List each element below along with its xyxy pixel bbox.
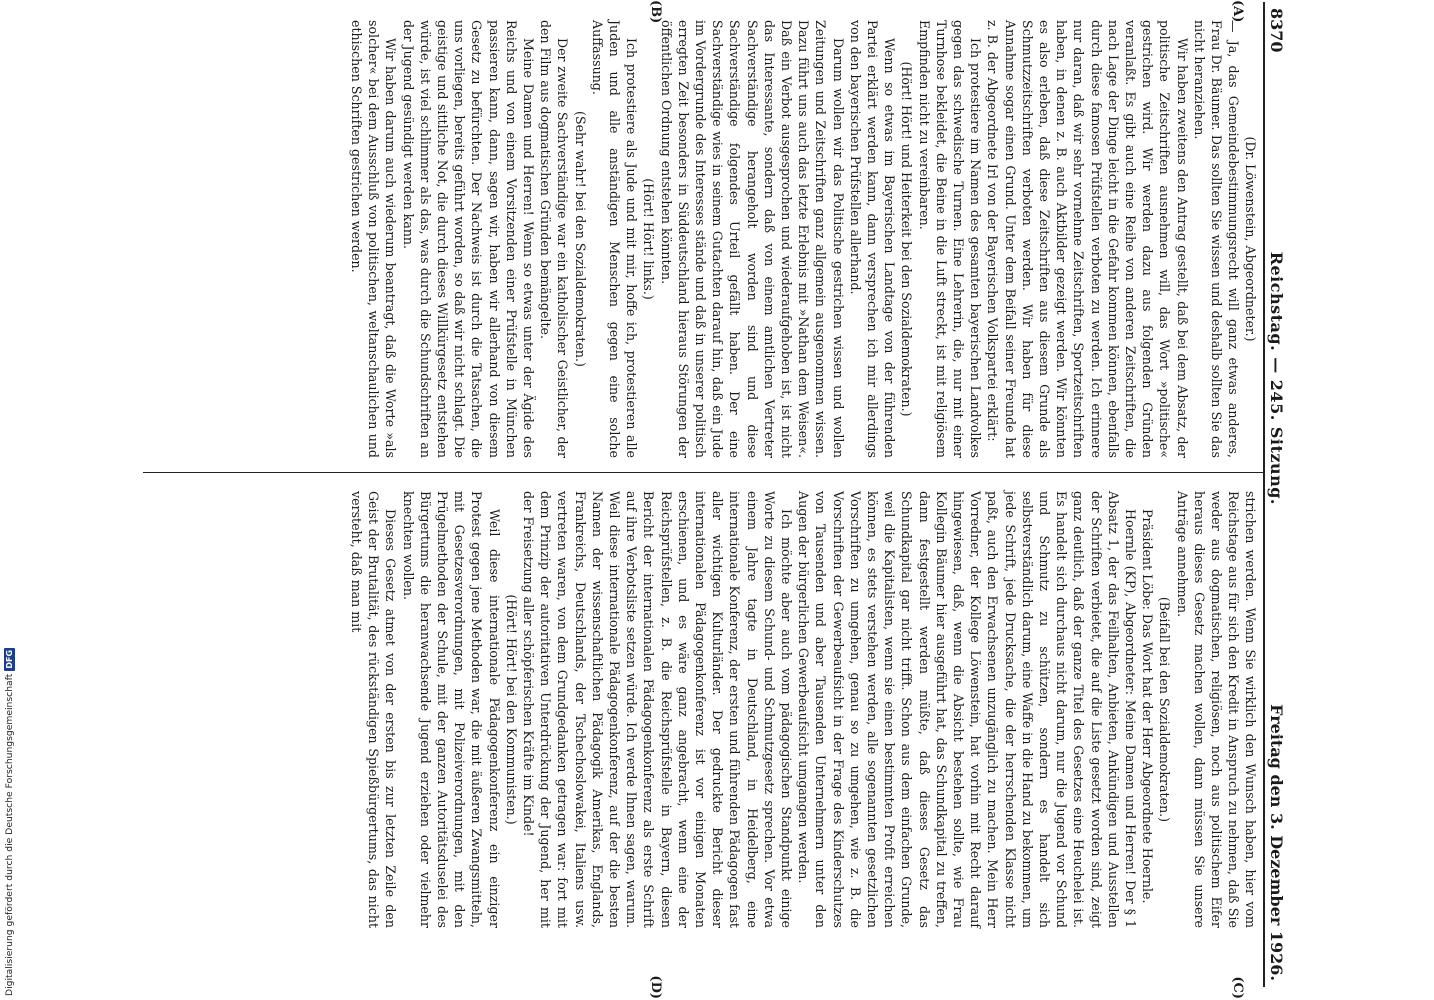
header-rule: [1264, 2, 1266, 987]
paragraph: Wenn so etwas im Bayerischen Landtage von der führenden Partei erklärt werden kann, dann versprechen ich mir allerdings von den bayerischen Prüfstellen allerhand.: [847, 20, 898, 458]
session-title: Reichstag. — 245. Sitzung.: [1267, 251, 1286, 505]
paragraph: — Ja, das Gemeindebestimmungsrecht will ganz etwas anderes, Frau Dr. Bäumer. Das sollten Sie wissen und deshalb sollten Sie das nicht heranziehen.: [1191, 20, 1242, 458]
paragraph: Wir haben darum auch wiederum beantragt, daß die Worte »als solcher« bei dem Ausschluß von politischen, weltanschaulichen und ethischen Schriften gestrichen werden.: [348, 20, 399, 458]
left-column: [144, 2, 1264, 472]
paragraph: Der zweite Sachverständige war ein katholischer Geistlicher, der den Film aus dogmatischen Gründen bemängelte.: [538, 20, 571, 458]
paragraph: (Sehr wahr! bei den Sozialdemokraten.): [572, 111, 588, 367]
credit-text: Digitalisierung gefördert durch die Deutsche Forschungsgemeinschaft: [4, 673, 15, 996]
rotated-document-page: [115, 0, 1290, 999]
paragraph: Weil diese internationale Pädagogenkonferenz ein einziger Protest gegen jene Methoden war, die mit äußeren Zwangsmitteln, mit Gesetzesverordnungen, mit Polizeiverordnungen, mit den Prügelmethoden der Schule, mit der ganzen Autoritätsduselei des Bürgertums die heranwachsende Jugend erziehen oder vielmehr knechten wollen.: [400, 491, 502, 928]
paragraph: Präsident Löbe: Das Wort hat der Herr Abgeordnete Hoernle.: [1140, 509, 1156, 904]
page-number: 8370: [1267, 8, 1286, 53]
paragraph: strichen werden. Wenn Sie wirklich den Wunsch haben, hier vom Reichstage aus für sich den Kredit in Anspruch zu nehmen, daß Sie weder aus dogmatischen, religiösen, noch aus politischem Eifer heraus dieses Gesetz machen wollen, dann müssen Sie unsere Anträge annehmen.: [1174, 491, 1259, 928]
margin-marker-b: (B): [648, 0, 664, 24]
paragraph: (Hört! Hört! und Heiterkeit bei den Sozialdemokraten.): [899, 61, 915, 417]
paragraph: Ich protestiere als Jude und mit mir, hoffe ich, protestieren alle Juden und alle anständigen Menschen gegen eine solche Auffassung.: [589, 20, 640, 458]
digitization-credit: [4, 648, 15, 996]
dfg-logo: DFG: [5, 649, 14, 669]
text-columns: [144, 0, 1264, 999]
paragraph: Meine Damen und Herren! Wenn so etwas unter der Ägide des Reichs und von einem Vorsitzenden einer Prüfstelle in München passieren kann, dann, sagen wir, haben wir allerhand von diesem Gesetz zu befürchten. Der Nachweis ist durch die Tatsachen, die uns vorliegen, bereits geführt worden, so daß wir nicht schlagt. Die geistige und sittliche Not, die durch dieses Willkürgesetz entstehen würde, ist viel schlimmer als das, was durch die Schundschriften an der Jugend gesündigt werden kann.: [400, 20, 536, 458]
margin-marker-a: (A): [1230, 0, 1246, 23]
paragraph: Ich protestiere im Namen des gesamten bayerischen Landvolkes gegen das schwedische Turnen. Eine Lehrerin, die, nur mit einer Turnhose bekleidet, die Beine in die Luft streckt, ist mit religiösem Empfinden nicht zu vereinbaren.: [916, 20, 984, 458]
paragraph: Wir haben zweitens den Antrag gestellt, daß bei dem Absatz, der politische Zeitschriften ausnehmen will, das Wort »politische« gestrichen wird. Wir werden dazu aus folgenden Gründen veranlaßt. Es gibt auch eine Reihe von anderen Zeitschriften, die nach Lage der Dinge leicht in die Gefahr kommen können, ebenfalls durch diese famosen Prüfstellen verboten zu werden. Ich erinnere nur daran, daß wir sehr vornehme Zeitschriften, Sportzeitschriften haben, in denen z. B. auch Aktbilder gezeigt werden. Wir könnten es also erleben, daß diese Zeitschriften aus diesem Grunde als Schmutzzeitschriften verboten werden. Wir haben für diese Annahme sogar einen Grund. Unter dem Beifall seiner Freunde hat z. B. der Abgeordnete Irl von der Bayerischen Volkspartei erklärt:: [985, 20, 1190, 458]
paragraph: Dieses Gesetz atmet von der ersten bis zur letzten Zeile den Geist der Brutalität, des rückständigen Spießbürgertums, das nicht versteht, daß man mit: [348, 491, 399, 928]
paragraph: Ich möchte aber auch vom pädagogischen Standpunkt einige Worte zu diesem Schund- und Schmutzgesetz sprechen. Vor etwa einem Jahre tagte in Deutschland, in Heidelberg, eine internationale Konferenz, der ersten und führenden Pädagogen fast aller wichtigen Kulturländer. Der gedruckte Bericht dieser internationalen Pädagogenkonferenz ist vor einigen Monaten erschienen, und es wäre ganz angebracht, wenn eine der Reichsprüfstellen, z. B. die Reichsprüfstelle in Bayern, diesen Bericht der internationalen Pädagogenkonferenz als erste Schrift auf ihre Verbotsliste setzen würde. Ich werde Ihnen sagen, warum. Weil diese internationale Pädagogenkonferenz, auf der die besten Namen der wissenschaftlichen Pädagogik Amerikas, Englands, Frankreichs, Deutschlands, der Tschechoslowakei, Italiens usw. vertreten waren, von dem Grundgedanken getragen war: fort mit dem Prinzip der autoritativen Unterdrückung der Jugend, her mit der Freisetzung aller schöpferischen Kräfte im Kinde!: [520, 491, 795, 928]
paragraph: Darum wollen wir das Politische gestrichen wissen und wollen Zeitungen und Zeitschriften ganz allgemein ausgenommen wissen. Dazu führt uns auch das letzte Erlebnis mit »Nathan dem Weisen«. Daß ein Verbot ausgesprochen und wiederaufgehoben ist, ist nicht das Interessante, sondern daß von einem amtlichen Vertreter Sachverständige herangeholt worden sind und diese Sachverständige folgendes Urteil gefällt haben. Der eine Sachverständige wies in seinem Gutachten darauf hin, daß ein Jude im Vordergrunde des Interesses stände und daß in unserer politisch erregten Zeit besonders in Süddeutschland hieraus Störungen der öffentlichen Ordnung entstehen könnten.: [658, 20, 846, 458]
paragraph: (Hört! Hört! links.): [641, 178, 657, 300]
margin-marker-d: (D): [648, 975, 664, 999]
paragraph: Hoernle (KP), Abgeordneter: Meine Damen und Herren! Der § 1 Absatz 1, der das Feilhalten, Anbieten, Ankündigen und Ausstellen der Schriften verbietet, die auf die Liste gesetzt worden sind, zeigt ganz deutlich, daß der ganze Titel des Gesetzes eine Heuchelei ist. Es handelt sich durchaus nicht darum, nur die Jugend vor Schund und Schmutz zu schützen, sondern es handelt sich selbstverständlich darum, eine Waffe in die Hand zu bekommen, um jede Schrift, jede Drucksache, die der herrschenden Klasse nicht paßt, auch den Erwachsenen unzugänglich zu machen. Mein Herr Vorredner, der Kollege Löwenstein, hat vorhin mit Recht darauf hingewiesen, daß, wenn die Absicht bestehen sollte, wie Frau Kollegin Bäumer hier ausgeführt hat, das Schundkapital zu treffen, dann festgestellt werden müßte, daß dieses Gesetz das Schundkapital gar nicht trifft. Schon aus dem einfachen Grunde, weil die Kapitalisten, wenn sie einen bestimmten Profit erreichen können, es stets verstehen werden, alle sogenannten gesetzlichen Vorschriften zu umgehen, genau so zu umgehen, wie z. B. die Vorschriften der Gewerbeaufsicht in der Frage des Kinderschutzes von Tausenden und aber Tausenden Unternehmern unter den Augen der bürgerlichen Gewerbeaufsicht umgangen werden.: [796, 491, 1139, 928]
session-date: Freitag den 3. Dezember 1926.: [1267, 704, 1286, 981]
paragraph: (Hört! Hört! bei den Kommunisten.): [503, 594, 519, 825]
right-column: [144, 472, 1264, 942]
paragraph: (Dr. Löwenstein, Abgeordneter.): [1243, 136, 1259, 342]
margin-marker-c: (C): [1230, 976, 1246, 999]
paragraph: (Beifall bei den Sozialdemokraten.): [1157, 596, 1173, 823]
page-header: [1265, 2, 1286, 987]
